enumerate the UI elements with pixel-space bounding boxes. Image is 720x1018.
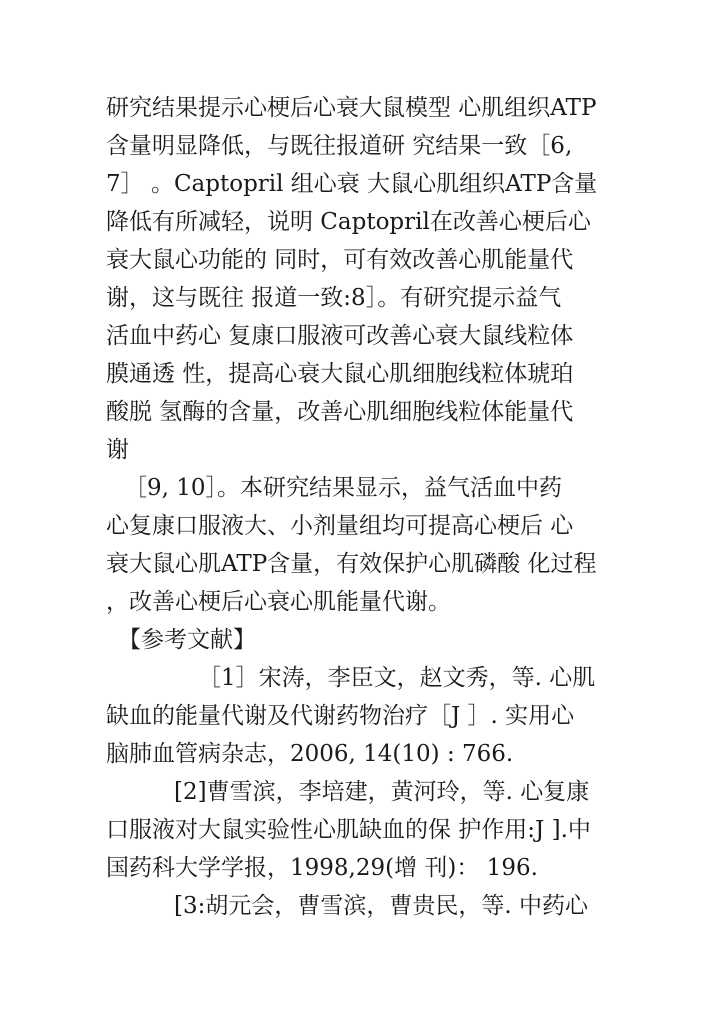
body-line-5: 衰大鼠心功能的 同时，可有效改善心肌能量代 [106, 247, 574, 273]
body-line-13: 衰大鼠心肌ATP含量，有效保护心肌磷酸 化过程 [106, 551, 597, 577]
references-heading: 【参考文献】 [118, 627, 256, 653]
body-line-8: 膜通透 性，提高心衰大鼠心肌细胞线粒体琥珀 [106, 361, 574, 387]
reference-1-line-3: 脑肺血管病杂志，2006, 14(10) : 766. [106, 741, 514, 767]
body-line-4: 降低有所减轻，说明 Captopril在改善心梗后心 [106, 209, 591, 235]
body-line-1: 研究结果提示心梗后心衰大鼠模型 心肌组织ATP [106, 95, 597, 121]
reference-1-line-1: ［1］宋涛，李臣文，赵文秀，等. 心肌 [198, 665, 596, 691]
body-line-3: 7］ 。Captopril 组心衰 大鼠心肌组织ATP含量 [106, 171, 598, 197]
reference-1-line-2: 缺血的能量代谢及代谢药物治疗［J ］. 实用心 [106, 703, 575, 729]
body-line-14: ，改善心梗后心衰心肌能量代谢。 [106, 589, 451, 615]
body-line-7: 活血中药心 复康口服液可改善心衰大鼠线粒体 [106, 323, 574, 349]
body-line-9: 酸脱 氢酶的含量，改善心肌细胞线粒体能量代 [106, 399, 574, 425]
reference-2-line-3: 国药科大学学报，1998,29(增 刊)： 196. [106, 855, 538, 881]
body-line-6: 谢，这与既往 报道一致:8］。有研究提示益气 [106, 285, 562, 311]
reference-2-line-2: 口服液对大鼠实验性心肌缺血的保 护作用:J ].中 [106, 817, 591, 843]
body-line-2: 含量明显降低，与既往报道研 究结果一致［6, [106, 133, 573, 159]
body-line-12: 心复康口服液大、小剂量组均可提高心梗后 心 [106, 513, 574, 539]
body-line-11: ［9, 10］。本研究结果显示，益气活血中药 [124, 475, 563, 501]
reference-3-line-1: [3:胡元会，曹雪滨，曹贵民，等. 中药心 [174, 893, 588, 919]
reference-2-line-1: [2]曹雪滨，李培建，黄河玲，等. 心复康 [174, 779, 590, 805]
body-line-10: 谢 [106, 437, 129, 463]
